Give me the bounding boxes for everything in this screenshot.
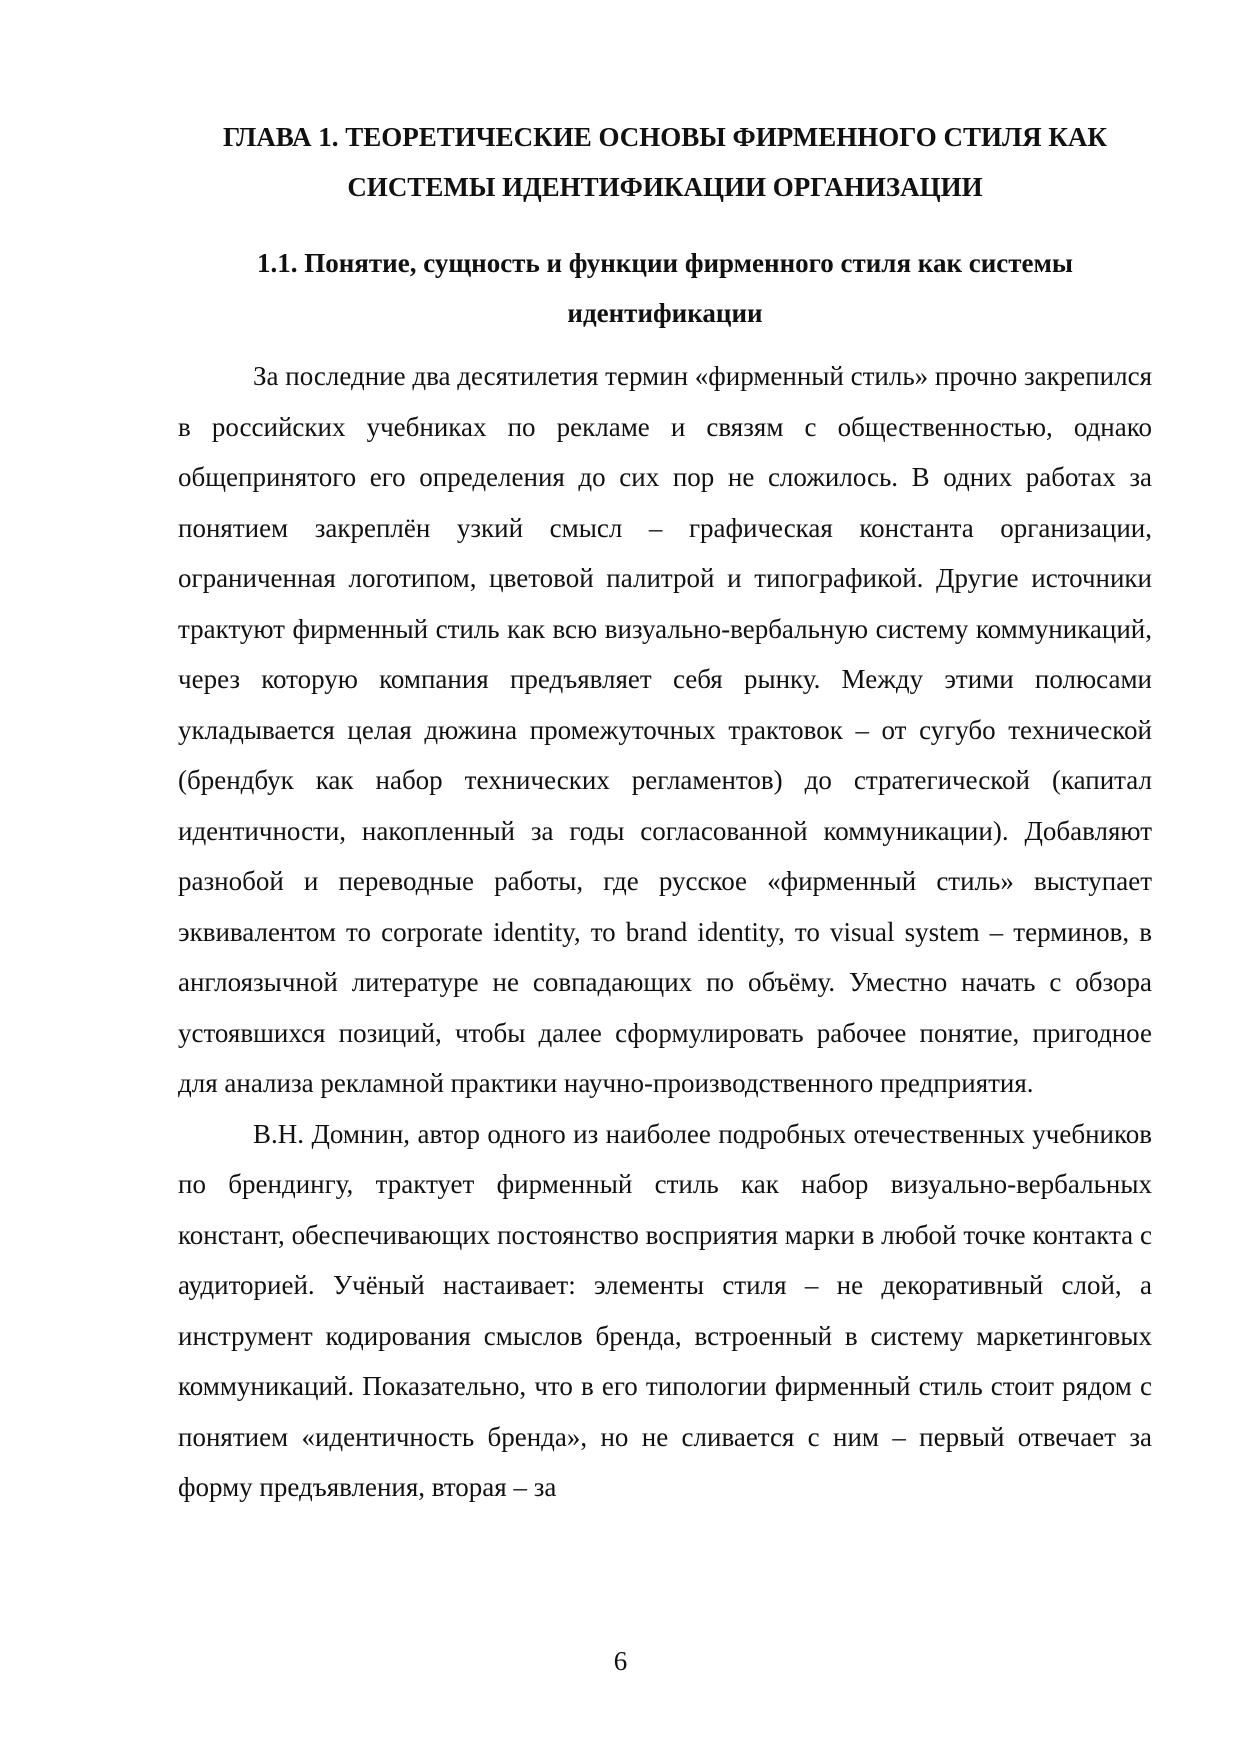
paragraph-1: За последние два десятилетия термин «фирменный стиль» прочно закрепился в российских учебниках по рекламе и связям с общественностью, однако общепринятого его определения до сих пор не сложилось. В одних работах за понятием закреплён узкий смысл – графическая константа организации, ограниченная логотипом, цветовой палитрой и типографикой. Другие источники трактуют фирменный стиль как всю визуально-вербальную систему коммуникаций, через которую компания предъявляет себя рынку. Между этими полюсами укладывается целая дюжина промежуточных трактовок – от сугубо технической (брендбук как набор технических регламентов) до стратегической (капитал идентичности, накопленный за годы согласованной коммуникации). Добавляют разнобой и переводные работы, где русское «фирменный стиль» выступает эквивалентом то corporate identity, то brand identity, то visual system – терминов, в англоязычной литературе не совпадающих по объёму. Уместно начать с обзора устоявшихся позиций, чтобы далее сформулировать рабочее понятие, пригодное для анализа рекламной практики научно-производственного предприятия. <box>178 361 1152 1098</box>
page-number: 6 <box>613 1646 628 1676</box>
body-text <box>178 351 1152 1513</box>
paragraph-2: В.Н. Домнин, автор одного из наиболее подробных отечественных учебников по брендингу, трактует фирменный стиль как набор визуально-вербальных констант, обеспечивающих постоянство восприятия марки в любой точке контакта с аудиторией. Учёный настаивает: элементы стиля – не декоративный слой, а инструмент кодирования смыслов бренда, встроенный в систему маркетинговых коммуникаций. Показательно, что в его типологии фирменный стиль стоит рядом с понятием «идентичность бренда», но не сливается с ним – первый отвечает за форму предъявления, вторая – за <box>178 1118 1152 1502</box>
section-title: 1.1. Понятие, сущность и функции фирменного стиля как системы идентификации <box>257 248 1073 328</box>
chapter-title: ГЛАВА 1. ТЕОРЕТИЧЕСКИЕ ОСНОВЫ ФИРМЕННОГО СТИЛЯ КАК СИСТЕМЫ ИДЕНТИФИКАЦИИ ОРГАНИЗАЦИИ <box>222 122 1108 202</box>
